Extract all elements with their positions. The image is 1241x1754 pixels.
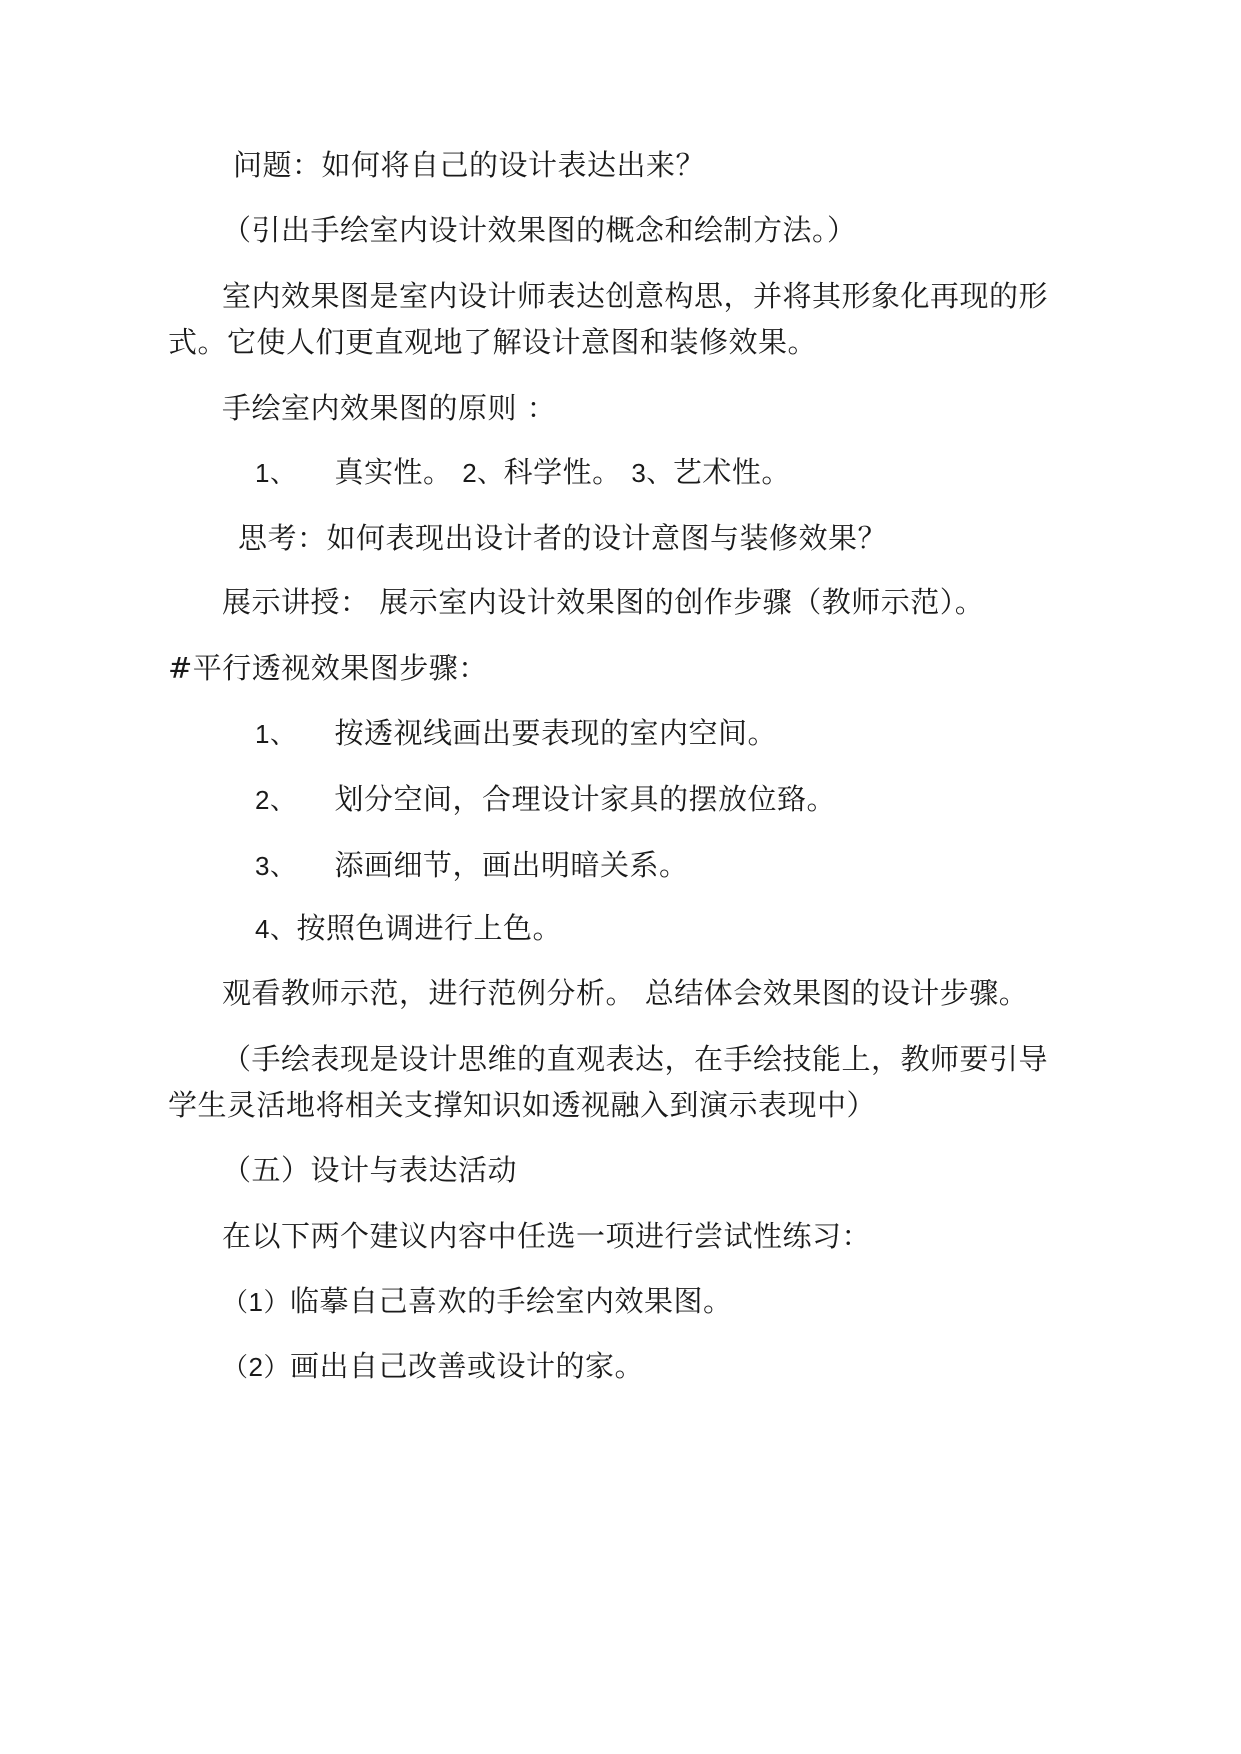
principle-1-text: 真实性。 bbox=[334, 455, 453, 489]
thinking-line: 思考：如何表现出设计者的设计意图与装修效果？ bbox=[238, 521, 888, 555]
exercise-option-1-text: 临摹自己喜欢的手绘室内效果图。 bbox=[289, 1284, 733, 1318]
step-4 bbox=[255, 908, 562, 949]
exercise-option-2 bbox=[222, 1346, 644, 1387]
exercise-option-2-number: （2） bbox=[222, 1352, 290, 1382]
principle-3-text: 艺术性。 bbox=[672, 455, 791, 489]
principles-heading: 手绘室内效果图的原则 ： bbox=[222, 391, 557, 425]
exercise-option-2-text: 画出自己改善或设计的家。 bbox=[289, 1349, 644, 1383]
question-line: 问题：如何将自己的设计表达出来？ bbox=[233, 148, 706, 182]
step-3 bbox=[255, 845, 688, 886]
principles-list bbox=[255, 452, 791, 493]
exercise-option-1 bbox=[222, 1281, 732, 1322]
exercise-intro: 在以下两个建议内容中任选一项进行尝试性练习： bbox=[222, 1219, 872, 1253]
exercise-option-1-number: （1） bbox=[222, 1287, 290, 1317]
step-3-number: 3、 bbox=[255, 851, 297, 881]
step-3-text: 添画细节，画出明暗关系。 bbox=[334, 848, 689, 882]
steps-heading: #平行透视效果图步骤： bbox=[168, 651, 488, 685]
demonstration-line: 展示讲授： 展示室内设计效果图的创作步骤（教师示范）。 bbox=[222, 585, 985, 619]
step-2 bbox=[255, 779, 836, 820]
step-4-number: 4、 bbox=[255, 914, 297, 944]
paragraph-line-2: 式。它使人们更直观地了解设计意图和装修效果。 bbox=[168, 325, 818, 359]
principle-1-number: 1、 bbox=[255, 458, 297, 488]
principle-2-text: 科学性。 bbox=[503, 455, 622, 489]
step-1-text: 按透视线画出要表现的室内空间。 bbox=[334, 716, 777, 750]
intro-note-line: （引出手绘室内设计效果图的概念和绘制方法。） bbox=[222, 213, 857, 247]
note-line-2: 学生灵活地将相关支撑知识如透视融入到演示表现中） bbox=[168, 1088, 877, 1122]
note-line-1: （手绘表现是设计思维的直观表达，在手绘技能上，教师要引导 bbox=[222, 1042, 1049, 1076]
paragraph-line-1: 室内效果图是室内设计师表达创意构思，并将其形象化再现的形 bbox=[222, 279, 1049, 313]
principle-2-number: 2、 bbox=[462, 458, 504, 488]
step-4-text: 按照色调进行上色。 bbox=[296, 911, 562, 945]
step-2-number: 2、 bbox=[255, 785, 297, 815]
activity-heading: （五）设计与表达活动 bbox=[222, 1153, 518, 1187]
analysis-line: 观看教师示范，进行范例分析。 总结体会效果图的设计步骤。 bbox=[222, 976, 1029, 1010]
principle-3-number: 3、 bbox=[631, 458, 673, 488]
step-2-text: 划分空间，合理设计家具的摆放位臵。 bbox=[334, 782, 836, 816]
step-1 bbox=[255, 713, 777, 754]
step-1-number: 1、 bbox=[255, 719, 297, 749]
